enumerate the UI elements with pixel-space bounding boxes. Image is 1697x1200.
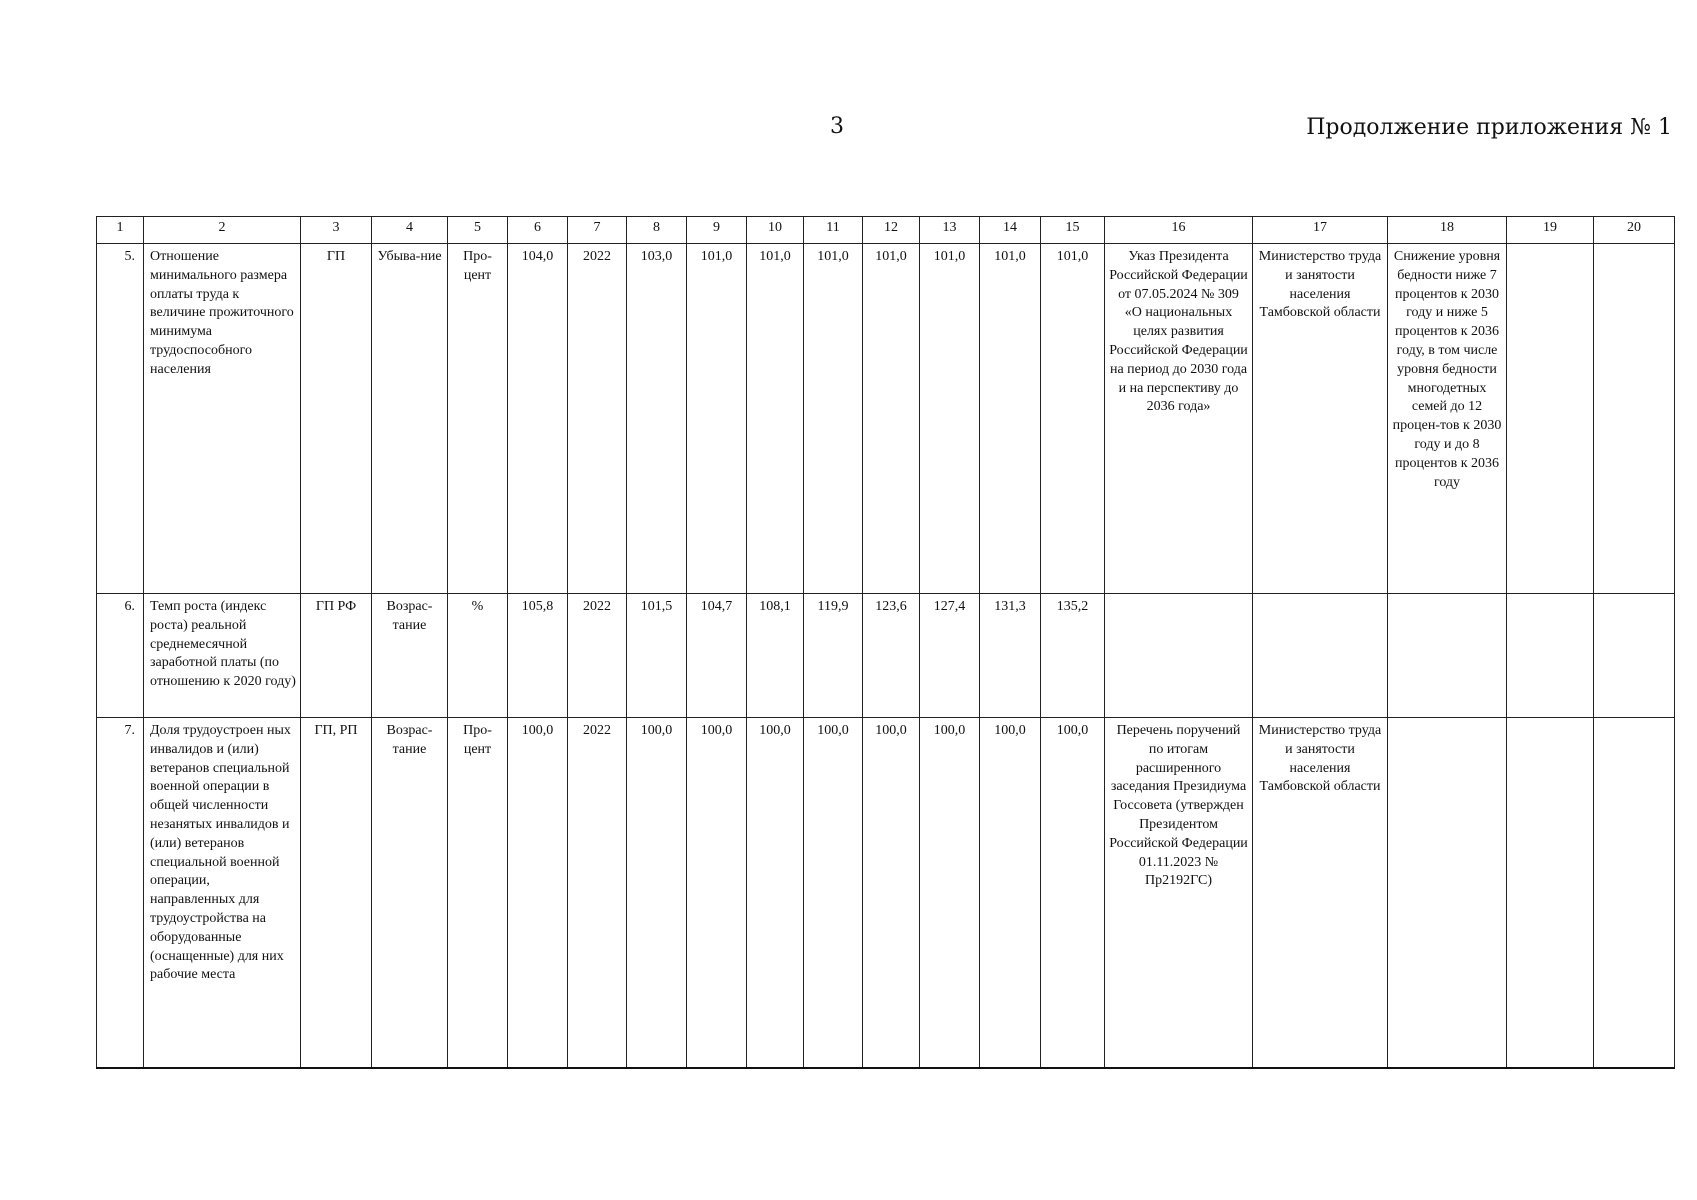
base-year: 2022 — [568, 718, 627, 1068]
col-number: 11 — [804, 217, 863, 244]
column-number-row — [97, 217, 1675, 244]
value-cell: 101,0 — [980, 244, 1041, 594]
col-number: 17 — [1253, 217, 1388, 244]
col-number: 7 — [568, 217, 627, 244]
value-cell: 101,0 — [687, 244, 747, 594]
responsible-body — [1253, 594, 1388, 718]
row-number: 5. — [97, 244, 144, 594]
value-cell: 123,6 — [863, 594, 920, 718]
page-number: 3 — [830, 114, 844, 139]
indicator-level: ГП, РП — [301, 718, 372, 1068]
col-number: 12 — [863, 217, 920, 244]
value-cell: 135,2 — [1041, 594, 1105, 718]
col-number: 2 — [144, 217, 301, 244]
col-number: 3 — [301, 217, 372, 244]
regulatory-document: Указ Президента Российской Федерации от 07.05.2024 № 309 «О национальных целях развития Российской Федерации на период до 2030 года и на перспективу до 2036 года» — [1105, 244, 1253, 594]
col-number: 14 — [980, 217, 1041, 244]
indicator-unit: % — [448, 594, 508, 718]
value-cell: 100,0 — [804, 718, 863, 1068]
indicator-unit: Про-цент — [448, 244, 508, 594]
value-cell: 100,0 — [747, 718, 804, 1068]
table-row — [97, 244, 1675, 594]
indicators-table — [96, 216, 1675, 1069]
national-goal: Снижение уровня бедности ниже 7 процентов к 2030 году и ниже 5 процентов к 2036 году, в том числе уровня бедности многодетных семей до 12 процен-тов к 2030 году и до 8 процентов к 2036 году — [1388, 244, 1507, 594]
base-year: 2022 — [568, 594, 627, 718]
indicator-trend: Возрас-тание — [372, 718, 448, 1068]
col-number: 20 — [1594, 217, 1675, 244]
col-number: 8 — [627, 217, 687, 244]
col-number: 13 — [920, 217, 980, 244]
value-cell: 100,0 — [1041, 718, 1105, 1068]
base-value: 105,8 — [508, 594, 568, 718]
value-cell: 101,0 — [804, 244, 863, 594]
indicator-name: Доля трудоустроен ных инвалидов и (или) ветеранов специальной военной операции в общей численности незанятых инвалидов и (или) ветеранов специальной военной операции, направленных для трудоустройства на оборудованные (оснащенные) для них рабочие места — [144, 718, 301, 1068]
col-number: 5 — [448, 217, 508, 244]
indicator-trend: Убыва-ние — [372, 244, 448, 594]
col-number: 6 — [508, 217, 568, 244]
col-number: 9 — [687, 217, 747, 244]
table-row — [97, 718, 1675, 1068]
indicator-level: ГП РФ — [301, 594, 372, 718]
base-year: 2022 — [568, 244, 627, 594]
indicator-name: Темп роста (индекс роста) реальной среднемесячной заработной платы (по отношению к 2020 году) — [144, 594, 301, 718]
empty-cell — [1594, 244, 1675, 594]
empty-cell — [1594, 718, 1675, 1068]
empty-cell — [1507, 718, 1594, 1068]
row-number: 6. — [97, 594, 144, 718]
appendix-continuation-label: Продолжение приложения № 1 — [1306, 115, 1672, 140]
empty-cell — [1594, 594, 1675, 718]
regulatory-document — [1105, 594, 1253, 718]
value-cell: 100,0 — [863, 718, 920, 1068]
indicator-level: ГП — [301, 244, 372, 594]
table-row — [97, 594, 1675, 718]
value-cell: 101,0 — [747, 244, 804, 594]
value-cell: 101,0 — [1041, 244, 1105, 594]
value-cell: 100,0 — [687, 718, 747, 1068]
indicator-name: Отношение минимального размера оплаты труда к величине прожиточного минимума трудоспособного населения — [144, 244, 301, 594]
value-cell: 104,7 — [687, 594, 747, 718]
indicator-trend: Возрас-тание — [372, 594, 448, 718]
national-goal — [1388, 718, 1507, 1068]
value-cell: 101,0 — [863, 244, 920, 594]
value-cell: 127,4 — [920, 594, 980, 718]
base-value: 104,0 — [508, 244, 568, 594]
row-number: 7. — [97, 718, 144, 1068]
col-number: 1 — [97, 217, 144, 244]
value-cell: 108,1 — [747, 594, 804, 718]
indicator-unit: Про-цент — [448, 718, 508, 1068]
col-number: 16 — [1105, 217, 1253, 244]
empty-cell — [1507, 244, 1594, 594]
value-cell: 100,0 — [920, 718, 980, 1068]
base-value: 100,0 — [508, 718, 568, 1068]
value-cell: 101,5 — [627, 594, 687, 718]
value-cell: 103,0 — [627, 244, 687, 594]
responsible-body: Министерство труда и занятости населения Тамбовской области — [1253, 718, 1388, 1068]
responsible-body: Министерство труда и занятости населения Тамбовской области — [1253, 244, 1388, 594]
col-number: 18 — [1388, 217, 1507, 244]
regulatory-document: Перечень поручений по итогам расширенного заседания Президиума Госсовета (утвержден Президентом Российской Федерации 01.11.2023 № Пр2192ГС) — [1105, 718, 1253, 1068]
col-number: 10 — [747, 217, 804, 244]
value-cell: 100,0 — [980, 718, 1041, 1068]
value-cell: 101,0 — [920, 244, 980, 594]
value-cell: 119,9 — [804, 594, 863, 718]
col-number: 4 — [372, 217, 448, 244]
empty-cell — [1507, 594, 1594, 718]
col-number: 15 — [1041, 217, 1105, 244]
national-goal — [1388, 594, 1507, 718]
col-number: 19 — [1507, 217, 1594, 244]
value-cell: 100,0 — [627, 718, 687, 1068]
value-cell: 131,3 — [980, 594, 1041, 718]
